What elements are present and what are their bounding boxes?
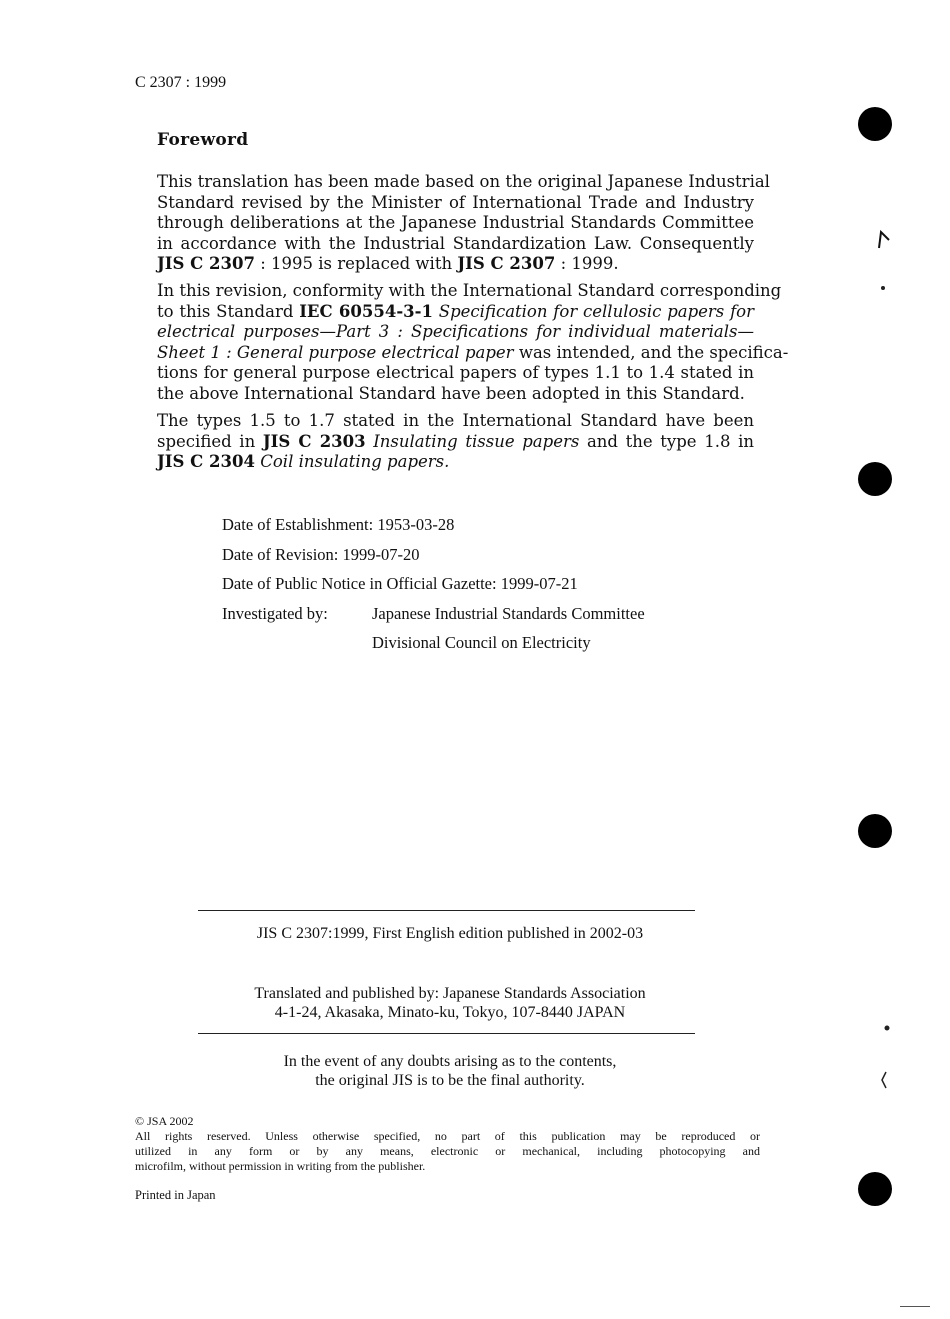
- scan-artifact: [873, 228, 893, 250]
- investigated-council-row: [222, 628, 591, 658]
- document-code: C 2307 : 1999: [135, 74, 227, 91]
- standard-title: Insulating tissue papers: [365, 431, 580, 451]
- scan-artifact: [900, 1306, 930, 1307]
- standard-dates: [222, 510, 645, 658]
- printed-in: Printed in Japan: [135, 1188, 216, 1202]
- authority-note: [150, 1052, 750, 1090]
- text-fragment: was intended, and the specifica-: [513, 342, 789, 362]
- text-line: in accordance with the Industrial Standardization Law. Consequently: [157, 233, 754, 253]
- punch-hole-mark: [858, 814, 892, 848]
- investigated-council: Divisional Council on Electricity: [372, 633, 591, 652]
- standard-ref: IEC 60554-3-1: [299, 301, 433, 321]
- copyright-block: [135, 1114, 760, 1174]
- authority-line: the original JIS is to be the final authority.: [315, 1072, 585, 1089]
- publisher-line: Translated and published by: Japanese Standards Association: [254, 985, 646, 1002]
- foreword-heading: Foreword: [157, 130, 249, 150]
- date-gazette: Date of Public Notice in Official Gazette: 1999-07-21: [222, 574, 578, 593]
- scan-artifact: [878, 283, 888, 293]
- investigated-committee: Japanese Industrial Standards Committee: [372, 603, 645, 623]
- text-fragment: : 1999.: [555, 254, 619, 274]
- foreword-paragraph-1: [157, 172, 770, 275]
- text-line: The types 1.5 to 1.7 stated in the International Standard have been: [157, 411, 754, 430]
- text-line: [157, 322, 754, 343]
- standard-ref: JIS C 2304: [157, 452, 255, 472]
- rights-line: microfilm, without permission in writing from the publisher.: [135, 1159, 426, 1173]
- text-fragment: to this Standard: [157, 301, 300, 321]
- divider: [198, 910, 695, 911]
- text-line: [157, 452, 754, 473]
- investigated-label: Investigated by:: [222, 603, 328, 623]
- text-fragment: and the type 1.8 in: [579, 431, 754, 451]
- text-line: In this revision, conformity with the International Standard corresponding: [157, 281, 782, 300]
- rights-line: All rights reserved. Unless otherwise specified, no part of this publication may be reproduced or: [135, 1129, 760, 1143]
- text-fragment: specified in: [157, 431, 263, 451]
- standard-title: electrical purposes—Part 3 : Specifications for individual materials—: [157, 322, 754, 342]
- text-line: [157, 254, 754, 275]
- scan-artifact: [882, 1022, 892, 1034]
- text-line: [157, 302, 754, 323]
- text-line: the above International Standard have been adopted in this Standard.: [157, 383, 745, 403]
- publisher-info: [150, 984, 750, 1022]
- text-line: [157, 432, 754, 453]
- standard-title: Sheet 1 : General purpose electrical paper: [157, 342, 514, 362]
- foreword-paragraph-2: [157, 281, 789, 405]
- copyright-line: © JSA 2002: [135, 1114, 194, 1128]
- foreword-paragraph-3: [157, 411, 754, 473]
- standard-title: Specification for cellulosic papers for: [433, 301, 754, 321]
- standard-title: Coil insulating papers.: [255, 452, 450, 472]
- investigated-by: [222, 599, 645, 629]
- text-line: [157, 342, 789, 364]
- publisher-address: 4-1-24, Akasaka, Minato-ku, Tokyo, 107-8440 JAPAN: [274, 1004, 626, 1021]
- punch-hole-mark: [858, 462, 892, 496]
- standard-ref: JIS C 2307: [157, 254, 255, 274]
- text-line: through deliberations at the Japanese Industrial Standards Committee: [157, 213, 754, 233]
- punch-hole-mark: [858, 107, 892, 141]
- standard-ref: JIS C 2303: [262, 431, 366, 451]
- punch-hole-mark: [858, 1172, 892, 1206]
- authority-line: In the event of any doubts arising as to the contents,: [283, 1053, 617, 1070]
- date-establishment: Date of Establishment: 1953-03-28: [222, 515, 455, 534]
- text-line: Standard revised by the Minister of International Trade and Industry: [157, 192, 754, 212]
- date-revision: Date of Revision: 1999-07-20: [222, 544, 420, 564]
- divider: [198, 1033, 695, 1034]
- edition-info: JIS C 2307:1999, First English edition published in 2002-03: [256, 925, 644, 942]
- text-line: tions for general purpose electrical papers of types 1.1 to 1.4 stated in: [157, 363, 754, 383]
- standard-ref: JIS C 2307: [457, 254, 556, 274]
- rights-line: utilized in any form or by any means, electronic or mechanical, including photocopying and: [135, 1144, 760, 1158]
- text-fragment: : 1995 is replaced with: [255, 254, 458, 274]
- text-line: This translation has been made based on the original Japanese Industrial: [157, 172, 770, 191]
- scan-artifact: [878, 1070, 890, 1090]
